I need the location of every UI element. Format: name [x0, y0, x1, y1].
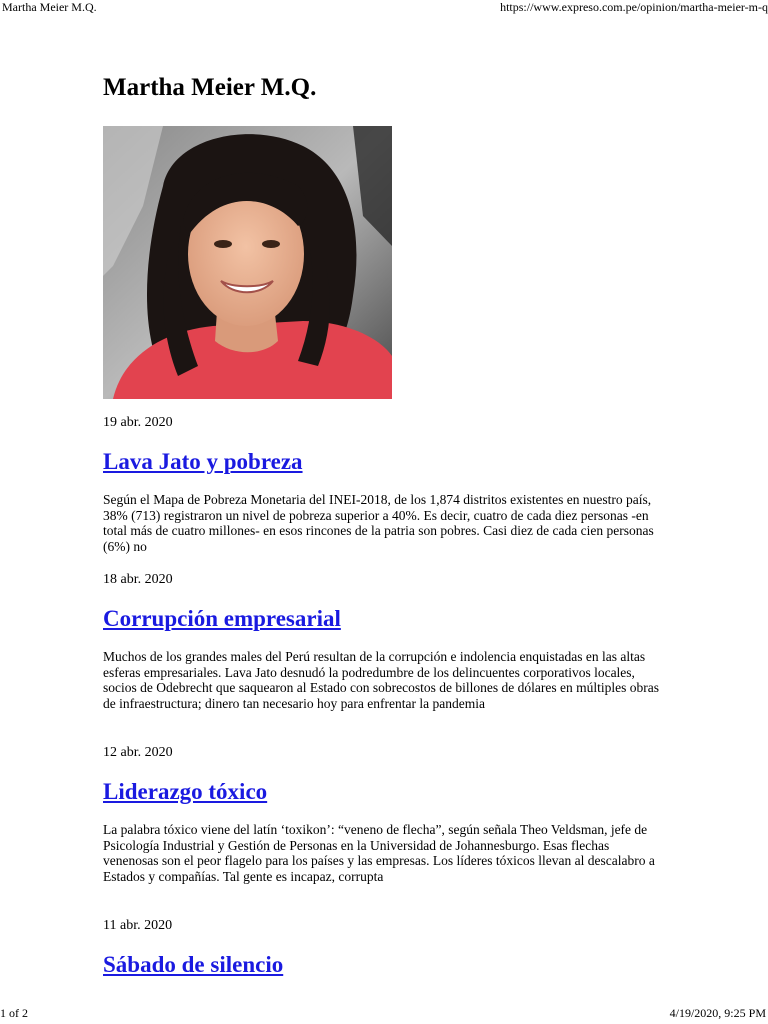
article-title-link[interactable]: Lava Jato y pobreza: [103, 449, 303, 474]
author-photo: [103, 126, 392, 399]
article-date: 12 abr. 2020: [103, 745, 173, 760]
article-title: [103, 448, 668, 476]
author-portrait-image: [103, 126, 392, 399]
article-item: [103, 415, 668, 554]
print-footer-page: 1 of 2: [0, 1006, 28, 1020]
article-title-link[interactable]: Liderazgo tóxico: [103, 779, 268, 804]
article-item: [103, 572, 668, 711]
print-header-title: Martha Meier M.Q.: [2, 0, 97, 14]
article-date: 11 abr. 2020: [103, 918, 173, 933]
article-title: [103, 951, 668, 979]
article-title: [103, 605, 668, 633]
article-excerpt: Según el Mapa de Pobreza Monetaria del INEI-2018, de los 1,874 distritos existentes en nuestro país, 38% (713) registraron un nivel de pobreza superior a 40%. Es decir, cuatro de cada diez personas -en total más de cuatro millones- en esos rincones de la patria son pobres. Casi diez de cada cien personas (6%) no: [103, 492, 654, 554]
article-date: 18 abr. 2020: [103, 572, 173, 587]
page-title: Martha Meier M.Q.: [103, 74, 317, 101]
article-excerpt: Muchos de los grandes males del Perú resultan de la corrupción e indolencia enquistadas en las altas esferas empresariales. Lava Jato desnudó la podredumbre de los delincuentes corporativos locales, socios de Odebrecht que saquearon al Estado con sobrecostos de billones de dólares en múltiples obras de infraestructura; dinero tan necesario hoy para enfrentar la pandemia: [103, 649, 659, 711]
article-item: [103, 745, 668, 884]
article-item: [103, 918, 668, 979]
article-title-link[interactable]: Sábado de silencio: [103, 952, 284, 977]
article-title: [103, 778, 668, 806]
article-title-link[interactable]: Corrupción empresarial: [103, 606, 341, 631]
print-footer-timestamp: 4/19/2020, 9:25 PM: [669, 1006, 766, 1020]
print-header-url[interactable]: https://www.expreso.com.pe/opinion/martha-meier-m-q: [500, 0, 768, 14]
article-date: 19 abr. 2020: [103, 415, 173, 430]
article-excerpt: La palabra tóxico viene del latín ‘toxikon’: “veneno de flecha”, según señala Theo Veldsman, jefe de Psicología Industrial y Gestión de Personas en la Universidad de Johannesburgo. Esas flechas venenosas son el peor flagelo para los países y las empresas. Los líderes tóxicos llevan al descalabro a Estados y compañías. Tal gente es incapaz, corrupta: [103, 822, 655, 884]
